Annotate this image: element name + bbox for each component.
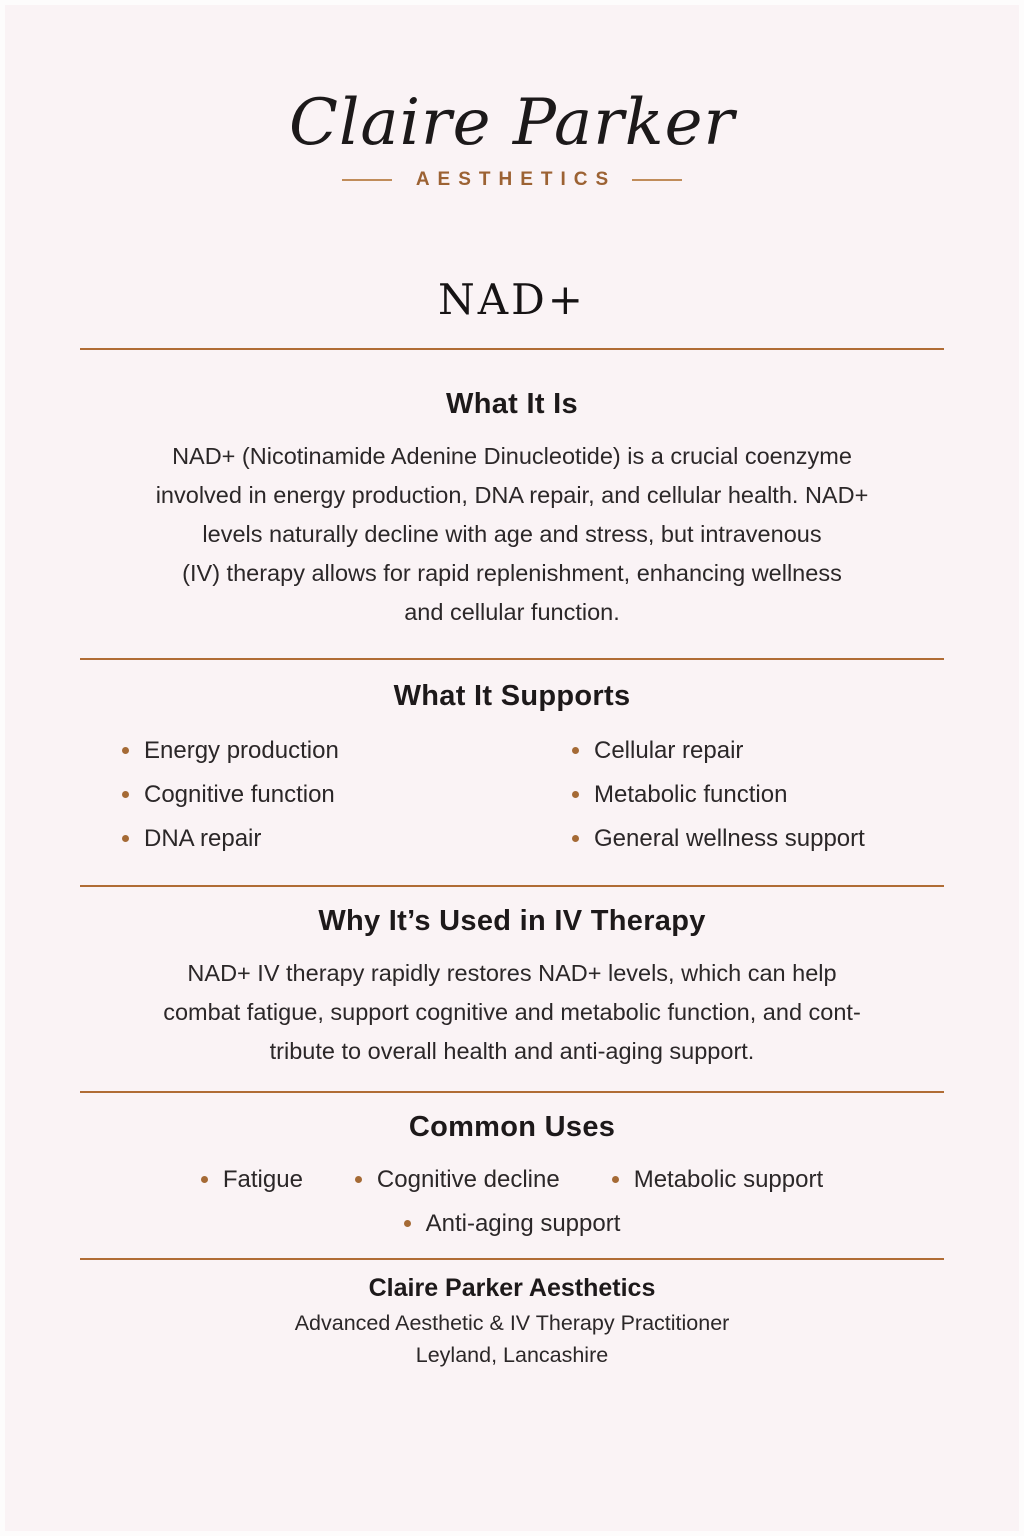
paragraph-line: involved in energy production, DNA repair, and cellular health. NAD+ bbox=[155, 481, 869, 508]
bullet-icon bbox=[122, 791, 129, 798]
what-it-is-paragraph bbox=[80, 437, 944, 632]
list-item bbox=[612, 1166, 823, 1194]
list-item bbox=[572, 825, 902, 853]
paragraph-line: (IV) therapy allows for rapid replenishment, enhancing wellness bbox=[182, 559, 842, 586]
list-item-label: Fatigue bbox=[222, 1165, 303, 1193]
paragraph-line: tribute to overall health and anti-aging support. bbox=[269, 1037, 755, 1064]
brand-logo bbox=[80, 87, 944, 191]
logo-left-line bbox=[342, 179, 392, 181]
brand-logo-subtitle-row bbox=[80, 169, 944, 191]
list-item-label: Anti-aging support bbox=[425, 1209, 621, 1237]
divider bbox=[80, 885, 944, 887]
list-item-label: General wellness support bbox=[594, 824, 865, 852]
list-item-label: Metabolic support bbox=[633, 1165, 824, 1193]
list-item bbox=[572, 737, 902, 765]
list-item-label: Energy production bbox=[144, 736, 339, 764]
section-heading-common-uses: Common Uses bbox=[408, 1110, 616, 1143]
list-item-label: Cellular repair bbox=[594, 736, 744, 764]
paragraph-line: combat fatigue, support cognitive and metabolic function, and cont- bbox=[163, 998, 861, 1025]
bullet-icon bbox=[572, 835, 579, 842]
bullet-icon bbox=[572, 747, 579, 754]
footer-practice-name: Claire Parker Aesthetics bbox=[368, 1273, 656, 1302]
list-item-label: Metabolic function bbox=[594, 780, 788, 808]
paragraph-line: levels naturally decline with age and stress, but intravenous bbox=[202, 520, 822, 547]
divider bbox=[80, 1258, 944, 1260]
paragraph-line: NAD+ IV therapy rapidly restores NAD+ levels, which can help bbox=[187, 959, 837, 986]
list-item-label: Cognitive decline bbox=[376, 1165, 560, 1193]
list-item bbox=[404, 1210, 621, 1238]
paragraph-line: NAD+ (Nicotinamide Adenine Dinucleotide) is a crucial coenzyme bbox=[172, 442, 852, 469]
common-uses-row-2 bbox=[80, 1210, 944, 1238]
bullet-icon bbox=[201, 1176, 208, 1183]
footer bbox=[80, 1274, 944, 1371]
brand-logo-script: Claire Parker bbox=[288, 86, 736, 160]
logo-right-line bbox=[632, 179, 682, 181]
bullet-icon bbox=[122, 835, 129, 842]
page-title: NAD+ bbox=[438, 274, 586, 324]
why-iv-paragraph bbox=[80, 954, 944, 1071]
section-heading-why-iv: Why It’s Used in IV Therapy bbox=[318, 904, 706, 937]
section-heading-what-it-is: What It Is bbox=[446, 387, 578, 420]
supports-right-column bbox=[572, 737, 902, 869]
list-item-label: Cognitive function bbox=[144, 780, 335, 808]
divider bbox=[80, 1091, 944, 1093]
bullet-icon bbox=[355, 1176, 362, 1183]
brand-logo-subtitle: AESTHETICS bbox=[415, 168, 617, 190]
supports-list bbox=[80, 737, 944, 869]
list-item bbox=[572, 781, 902, 809]
list-item bbox=[355, 1166, 560, 1194]
list-item bbox=[122, 737, 452, 765]
supports-left-column bbox=[122, 737, 452, 869]
footer-location: Leyland, Lancashire bbox=[415, 1342, 609, 1367]
section-heading-what-it-supports: What It Supports bbox=[393, 679, 631, 712]
list-item bbox=[201, 1166, 303, 1194]
divider bbox=[80, 658, 944, 660]
common-uses-row-1 bbox=[80, 1166, 944, 1194]
paragraph-line: and cellular function. bbox=[404, 598, 620, 625]
list-item-label: DNA repair bbox=[144, 824, 262, 852]
bullet-icon bbox=[404, 1220, 411, 1227]
flyer-content bbox=[80, 87, 944, 1371]
bullet-icon bbox=[612, 1176, 619, 1183]
divider bbox=[80, 348, 944, 350]
bullet-icon bbox=[122, 747, 129, 754]
list-item bbox=[122, 781, 452, 809]
footer-practitioner-role: Advanced Aesthetic & IV Therapy Practitioner bbox=[294, 1310, 730, 1335]
bullet-icon bbox=[572, 791, 579, 798]
list-item bbox=[122, 825, 452, 853]
